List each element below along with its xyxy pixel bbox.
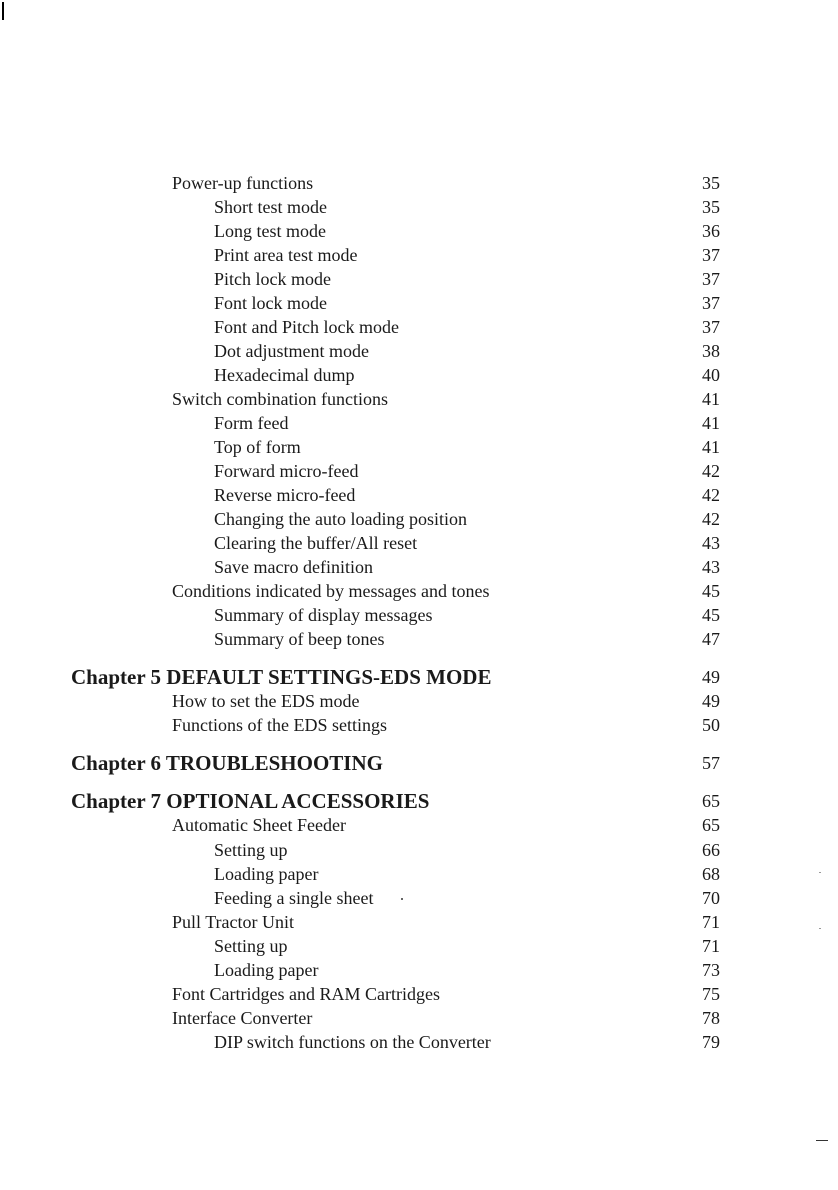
toc-subsection-title: Reverse micro-feed <box>214 485 356 505</box>
toc-subsection-title: Top of form <box>214 437 301 457</box>
scan-speck <box>819 928 821 929</box>
toc-subsection-title: Feeding a single sheet <box>214 888 374 908</box>
toc-subsection-title: Pitch lock mode <box>214 269 331 289</box>
toc-subsection-title: Save macro definition <box>214 557 373 577</box>
toc-subsection-title: Long test mode <box>214 221 326 241</box>
toc-section-title: How to set the EDS mode <box>172 691 360 711</box>
scan-speck <box>401 898 403 900</box>
toc-subsection-title: Forward micro-feed <box>214 461 359 481</box>
toc-page-number: 41 <box>702 413 720 433</box>
scan-edge-mark <box>2 2 4 20</box>
toc-page-number: 65 <box>702 791 720 811</box>
toc-page-number: 79 <box>702 1032 720 1052</box>
toc-section-title: Power-up functions <box>172 173 314 193</box>
toc-subsection-title: Loading paper <box>214 864 319 884</box>
toc-section-title: Automatic Sheet Feeder <box>172 815 346 835</box>
toc-section-title: Conditions indicated by messages and tones <box>172 581 490 601</box>
toc-subsection-title: Font and Pitch lock mode <box>214 317 399 337</box>
toc-page-number: 57 <box>702 753 720 773</box>
toc-subsection-title: Loading paper <box>214 960 319 980</box>
toc-subsection-title: Setting up <box>214 840 288 860</box>
toc-page-number: 65 <box>702 815 720 835</box>
toc-subsection-title: Setting up <box>214 936 288 956</box>
toc-page-number: 42 <box>702 461 720 481</box>
toc-subsection-title: Print area test mode <box>214 245 358 265</box>
chapter-heading-title: Chapter 7 OPTIONAL ACCESSORIES <box>71 789 430 813</box>
toc-page-number: 36 <box>702 221 720 241</box>
toc-subsection-title: DIP switch functions on the Converter <box>214 1032 491 1052</box>
toc-page-number: 47 <box>702 629 720 649</box>
chapter-heading-title: Chapter 6 TROUBLESHOOTING <box>71 751 383 775</box>
toc-section-title: Switch combination functions <box>172 389 388 409</box>
toc-page-number: 68 <box>702 864 720 884</box>
toc-subsection-title: Clearing the buffer/All reset <box>214 533 418 553</box>
toc-page-number: 45 <box>702 605 720 625</box>
toc-page-number: 37 <box>702 317 720 337</box>
toc-page-number: 49 <box>702 691 720 711</box>
toc-page-number: 38 <box>702 341 720 361</box>
toc-section-title: Interface Converter <box>172 1008 313 1028</box>
toc-page-number: 37 <box>702 293 720 313</box>
toc-subsection-title: Summary of beep tones <box>214 629 385 649</box>
toc-page-number: 49 <box>702 667 720 687</box>
toc-page-number: 41 <box>702 389 720 409</box>
toc-page-number: 70 <box>702 888 720 908</box>
toc-page-number: 45 <box>702 581 720 601</box>
toc-subsection-title: Form feed <box>214 413 289 433</box>
toc-subsection-title: Short test mode <box>214 197 327 217</box>
scan-edge-dash <box>816 1140 828 1141</box>
toc-page-number: 78 <box>702 1008 720 1028</box>
toc-section-title: Pull Tractor Unit <box>172 912 295 932</box>
toc-page-number: 66 <box>702 840 720 860</box>
toc-page-number: 37 <box>702 269 720 289</box>
toc-page-number: 42 <box>702 509 720 529</box>
toc-page-number: 75 <box>702 984 720 1004</box>
toc-subsection-title: Summary of display messages <box>214 605 433 625</box>
scan-speck <box>819 872 821 873</box>
chapter-heading-title: Chapter 5 DEFAULT SETTINGS-EDS MODE <box>71 665 492 689</box>
toc-subsection-title: Dot adjustment mode <box>214 341 369 361</box>
toc-page-number: 37 <box>702 245 720 265</box>
toc-subsection-title: Changing the auto loading position <box>214 509 467 529</box>
toc-page-number: 73 <box>702 960 720 980</box>
toc-subsection-title: Font lock mode <box>214 293 327 313</box>
toc-page-number: 42 <box>702 485 720 505</box>
toc-page-number: 35 <box>702 197 720 217</box>
toc-page-number: 71 <box>702 912 720 932</box>
toc-page-number: 71 <box>702 936 720 956</box>
toc-page-number: 35 <box>702 173 720 193</box>
toc-section-title: Functions of the EDS settings <box>172 715 387 735</box>
toc-section-title: Font Cartridges and RAM Cartridges <box>172 984 440 1004</box>
toc-page-number: 43 <box>702 557 720 577</box>
toc-page-number: 40 <box>702 365 720 385</box>
toc-page-number: 50 <box>702 715 720 735</box>
toc-subsection-title: Hexadecimal dump <box>214 365 355 385</box>
toc-page-number: 41 <box>702 437 720 457</box>
toc-page-number: 43 <box>702 533 720 553</box>
